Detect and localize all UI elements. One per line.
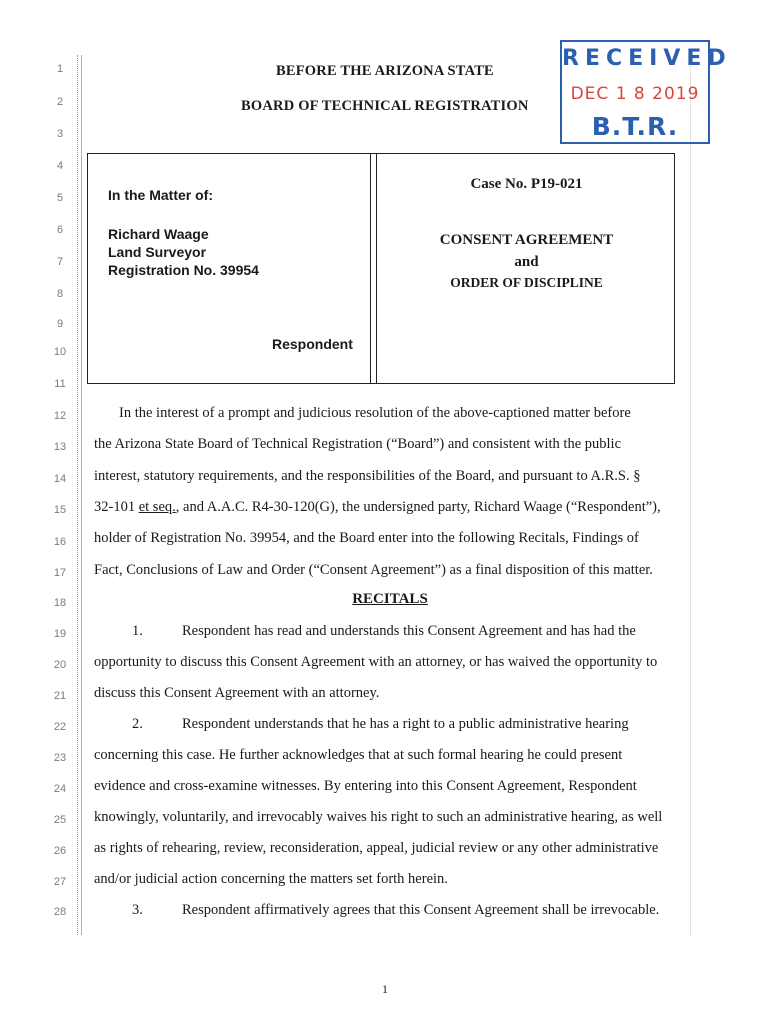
stamp-agency: B.T.R. xyxy=(591,112,679,141)
line-number: 12 xyxy=(53,410,67,422)
recital-line: as rights of rehearing, review, reconsideration, appeal, judicial review or any other administrative xyxy=(94,840,659,856)
line-number: 28 xyxy=(53,906,67,918)
line-number: 26 xyxy=(53,845,67,857)
recital-3-first-line xyxy=(94,902,724,919)
recital-line: opportunity to discuss this Consent Agreement with an attorney, or has waived the opportunity to xyxy=(94,654,658,670)
line-number: 27 xyxy=(53,876,67,888)
line-number: 19 xyxy=(53,628,67,640)
board-heading-line-1: BEFORE THE ARIZONA STATE xyxy=(276,63,494,79)
line-number: 14 xyxy=(53,473,67,485)
line-number: 22 xyxy=(53,721,67,733)
line-number: 17 xyxy=(53,567,67,579)
recital-line: discuss this Consent Agreement with an attorney. xyxy=(94,685,380,701)
intro-line: In the interest of a prompt and judicious resolution of the above-captioned matter before xyxy=(119,405,631,421)
line-number: 6 xyxy=(56,224,64,236)
document-subtitle: ORDER OF DISCIPLINE xyxy=(450,275,603,290)
caption-divider xyxy=(370,153,371,384)
line-number: 16 xyxy=(53,536,67,548)
recital-line: concerning this case. He further acknowledges that at such formal hearing he could present xyxy=(94,747,623,763)
intro-text: , and A.A.C. R4-30-120(G), the undersigned party, Richard Waage (“Respondent”), xyxy=(175,499,661,515)
recital-number: 2. xyxy=(132,716,143,732)
line-number: 23 xyxy=(53,752,67,764)
recital-line: and/or judicial action concerning the matters set forth herein. xyxy=(94,871,448,887)
line-number: 9 xyxy=(56,318,64,330)
document-title-and: and xyxy=(514,254,539,270)
line-number: 10 xyxy=(53,346,67,358)
intro-line: holder of Registration No. 39954, and the Board enter into the following Recitals, Findings of xyxy=(94,530,639,546)
respondent-label: Respondent xyxy=(272,336,353,352)
line-number: 2 xyxy=(56,96,64,108)
intro-line xyxy=(94,499,686,516)
recital-number: 1. xyxy=(132,623,143,639)
recital-text: Respondent affirmatively agrees that this Consent Agreement shall be irrevocable. xyxy=(182,902,660,918)
intro-line: interest, statutory requirements, and the responsibilities of the Board, and pursuant to A.R.S. § xyxy=(94,468,641,484)
line-number: 25 xyxy=(53,814,67,826)
line-number: 13 xyxy=(53,441,67,453)
line-number: 7 xyxy=(56,256,64,268)
intro-line: the Arizona State Board of Technical Registration (“Board”) and consistent with the public xyxy=(94,436,622,452)
line-number: 11 xyxy=(54,378,66,390)
line-number: 18 xyxy=(53,597,67,609)
board-heading-line-2: BOARD OF TECHNICAL REGISTRATION xyxy=(241,98,529,114)
line-number: 1 xyxy=(56,63,64,75)
matter-label: In the Matter of: xyxy=(108,187,213,203)
intro-line: Fact, Conclusions of Law and Order (“Consent Agreement”) as a final disposition of this matter. xyxy=(94,562,653,578)
line-number: 21 xyxy=(53,690,67,702)
line-number: 5 xyxy=(56,192,64,204)
recital-1-first-line xyxy=(94,623,724,640)
document-title: CONSENT AGREEMENT xyxy=(439,232,614,248)
recital-line: knowingly, voluntarily, and irrevocably waives his right to such an administrative hearing, as well xyxy=(94,809,663,825)
line-number: 20 xyxy=(53,659,67,671)
intro-text: 32-101 xyxy=(94,499,139,515)
caption-divider xyxy=(376,153,377,384)
recital-text: Respondent has read and understands this Consent Agreement and has had the xyxy=(182,623,636,639)
recital-2-first-line xyxy=(94,716,724,733)
line-number: 24 xyxy=(53,783,67,795)
received-stamp xyxy=(560,40,732,144)
line-number: 15 xyxy=(53,504,67,516)
respondent-title: Land Surveyor xyxy=(108,244,207,260)
case-number: Case No. P19-021 xyxy=(470,176,583,192)
stamp-date: DEC 1 8 2019 xyxy=(570,84,700,104)
line-number: 3 xyxy=(56,128,64,140)
margin-rule-dotted xyxy=(77,55,79,935)
page-number: 1 xyxy=(382,982,388,996)
respondent-name: Richard Waage xyxy=(108,226,209,242)
line-number: 4 xyxy=(56,160,64,172)
recitals-heading: RECITALS xyxy=(352,591,428,607)
line-number: 8 xyxy=(56,288,64,300)
stamp-received-text: RECEIVED xyxy=(562,46,732,71)
recital-text: Respondent understands that he has a right to a public administrative hearing xyxy=(182,716,629,732)
margin-rule-solid xyxy=(81,55,83,935)
respondent-registration: Registration No. 39954 xyxy=(108,262,259,278)
recital-line: evidence and cross-examine witnesses. By entering into this Consent Agreement, Respondent xyxy=(94,778,637,794)
recital-number: 3. xyxy=(132,902,143,918)
et-seq-citation: et seq. xyxy=(138,499,176,515)
right-margin-rule xyxy=(690,55,692,935)
